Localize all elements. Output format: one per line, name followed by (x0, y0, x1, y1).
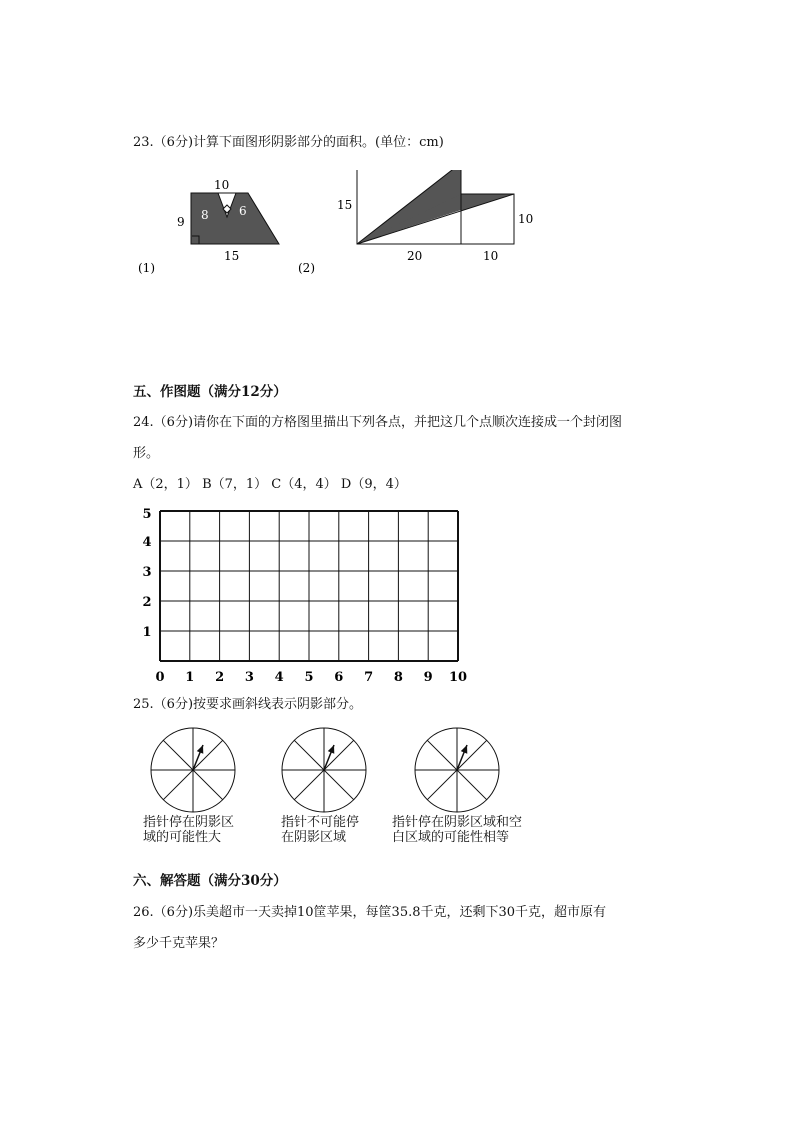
q23-text: 23.（6分)计算下面图形阴影部分的面积。(单位：cm) (133, 135, 444, 150)
q26-text-line1: 26.（6分)乐美超市一天卖掉10筐苹果，每筐35.8千克，还剩下30千克，超市原有 (133, 905, 607, 920)
fig2-number-label: (2) (298, 261, 315, 275)
fig2-bottom-right-label: 10 (483, 249, 499, 263)
grid-x-label: 8 (393, 670, 403, 685)
grid-x-label: 9 (423, 670, 433, 685)
q24-points: A（2，1） B（7，1） C（4，4） D（9，4） (133, 477, 407, 492)
spinners (140, 720, 520, 820)
grid-x-label: 10 (448, 670, 468, 685)
spinner-3-caption-line2: 白区域的可能性相等 (392, 830, 510, 845)
grid-y-label: 4 (142, 535, 152, 550)
spinner-3 (415, 728, 499, 812)
coordinate-grid (130, 500, 480, 685)
spinner-3-caption-line1: 指针停在阴影区域和空 (392, 815, 523, 830)
figure-1 (138, 178, 279, 275)
fig1-inner-right-label: 6 (239, 204, 247, 218)
grid-y-label: 1 (142, 625, 152, 640)
grid-x-label: 4 (274, 670, 284, 685)
q24-text-line1: 24.（6分)请你在下面的方格图里描出下列各点，并把这几个点顺次连接成一个封闭图 (133, 415, 623, 430)
fig1-number-label: (1) (138, 261, 155, 275)
q24-text-line2: 形。 (133, 446, 160, 461)
grid-y-label: 5 (142, 507, 152, 522)
grid-x-label: 5 (304, 670, 314, 685)
spinner-group (151, 728, 499, 812)
spinner-1-caption-line2: 域的可能性大 (143, 830, 222, 845)
fig1-left-label: 9 (177, 215, 185, 229)
spinner-2-caption-line1: 指针不可能停 (281, 815, 360, 830)
fig1-inner-left-label: 8 (201, 208, 209, 222)
grid-x-label: 1 (185, 670, 195, 685)
fig2-bottom-left-label: 20 (407, 249, 423, 263)
figure-2 (298, 170, 533, 275)
spinner-1-caption (143, 815, 234, 845)
q25-text: 25.（6分)按要求画斜线表示阴影部分。 (133, 697, 363, 712)
grid-x-label: 6 (334, 670, 344, 685)
section-6-title: 六、解答题（满分30分） (133, 873, 287, 889)
spinner-3-caption (392, 815, 522, 845)
q23-figures (130, 170, 550, 280)
q26-text-line2: 多少千克苹果？ (133, 936, 225, 951)
grid-x-label: 3 (244, 670, 254, 685)
spinner-1-caption-line1: 指针停在阴影区 (143, 815, 235, 830)
section-5-title: 五、作图题（满分12分） (133, 384, 287, 400)
grid-x-labels (155, 670, 467, 685)
spinner-2-caption-line2: 在阴影区域 (281, 830, 347, 845)
spinner-2 (282, 728, 366, 812)
fig2-right-label: 10 (518, 212, 534, 226)
grid-x-label: 2 (215, 670, 225, 685)
fig2-left-label: 15 (337, 198, 353, 212)
grid-y-label: 3 (142, 565, 152, 580)
grid-y-label: 2 (142, 595, 152, 610)
grid-x-label: 0 (155, 670, 165, 685)
grid-x-label: 7 (364, 670, 374, 685)
spinner-2-caption (281, 815, 359, 845)
fig1-top-label: 10 (214, 178, 230, 192)
fig1-bottom-label: 15 (224, 249, 240, 263)
grid-y-labels (142, 507, 151, 640)
grid-lines (160, 511, 458, 661)
spinner-1 (151, 728, 235, 812)
